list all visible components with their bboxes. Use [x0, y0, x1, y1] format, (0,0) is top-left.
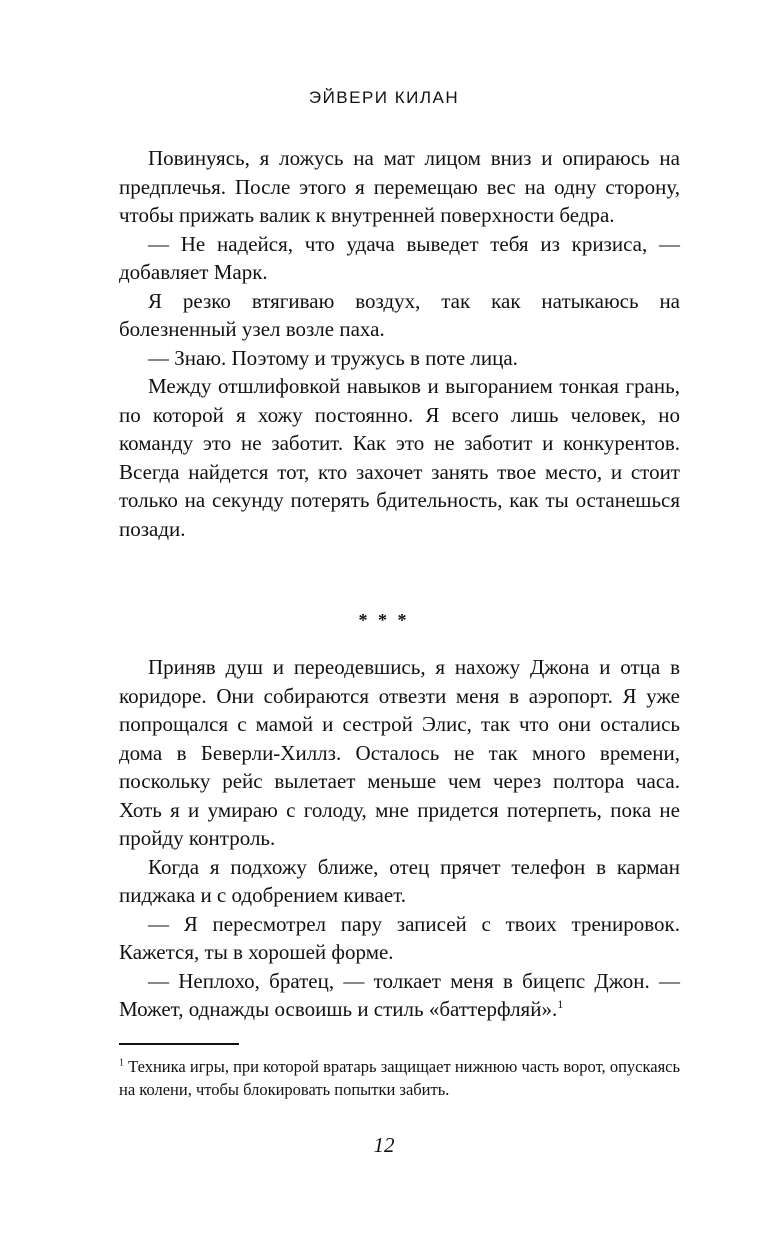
paragraph: Между отшлифовкой навыков и выгоранием тонкая грань, по которой я хожу постоянно. Я всего лишь человек, но команду это не заботит. Как это не заботит и конкурентов. Всегда найдется тот, кто захочет занять твое место, и стоит только на секунду потерять бдительность, как ты останешься позади. [119, 374, 680, 541]
footnote-text: Техника игры, при которой вратарь защищает нижнюю часть ворот, опускаясь на колени, чтобы блокировать попытки забить. [119, 1057, 681, 1099]
paragraph: Когда я подхожу ближе, отец прячет телефон в карман пиджака и с одобрением кивает. [119, 854, 680, 907]
paragraph: — Знаю. Поэтому и тружусь в поте лица. [148, 345, 518, 370]
paragraph-with-footnote [119, 967, 680, 1024]
paragraph-text: — Неплохо, братец, — толкает меня в бицепс Джон. — Может, однажды освоишь и стиль «баттерфляй». [119, 968, 680, 1021]
footnote-divider [119, 1043, 239, 1045]
paragraph: — Я пересмотрел пару записей с твоих тренировок. Кажется, ты в хорошей форме. [119, 911, 680, 964]
paragraph: — Не надейся, что удача выведет тебя из кризиса, — добавляет Марк. [119, 231, 680, 284]
paragraph: Повинуясь, я ложусь на мат лицом вниз и опираюсь на предплечья. После этого я перемещаю вес на одну сторону, чтобы прижать валик к внутренней поверхности бедра. [119, 146, 680, 227]
paragraph: Приняв душ и переодевшись, я нахожу Джона и отца в коридоре. Они собираются отвезти меня в аэропорт. Я уже попрощался с мамой и сестрой Элис, так что они остались дома в Беверли-Хиллз. Осталось не так много времени, поскольку рейс вылетает меньше чем через полтора часа. Хоть я и умираю с голоду, мне придется потерпеть, пока не пройду контроль. [119, 655, 680, 850]
footnote-reference[interactable]: 1 [557, 997, 564, 1011]
footnote-number: 1 [119, 1057, 124, 1069]
running-head: ЭЙВЕРИ КИЛАН [308, 88, 460, 107]
body-text-top [119, 144, 680, 543]
footnote [119, 1055, 680, 1101]
paragraph: Я резко втягиваю воздух, так как натыкаюсь на болезненный узел возле паха. [119, 288, 680, 341]
body-text-bottom [119, 653, 680, 1024]
scene-break: * * * [358, 610, 410, 630]
page-number: 12 [373, 1133, 395, 1157]
